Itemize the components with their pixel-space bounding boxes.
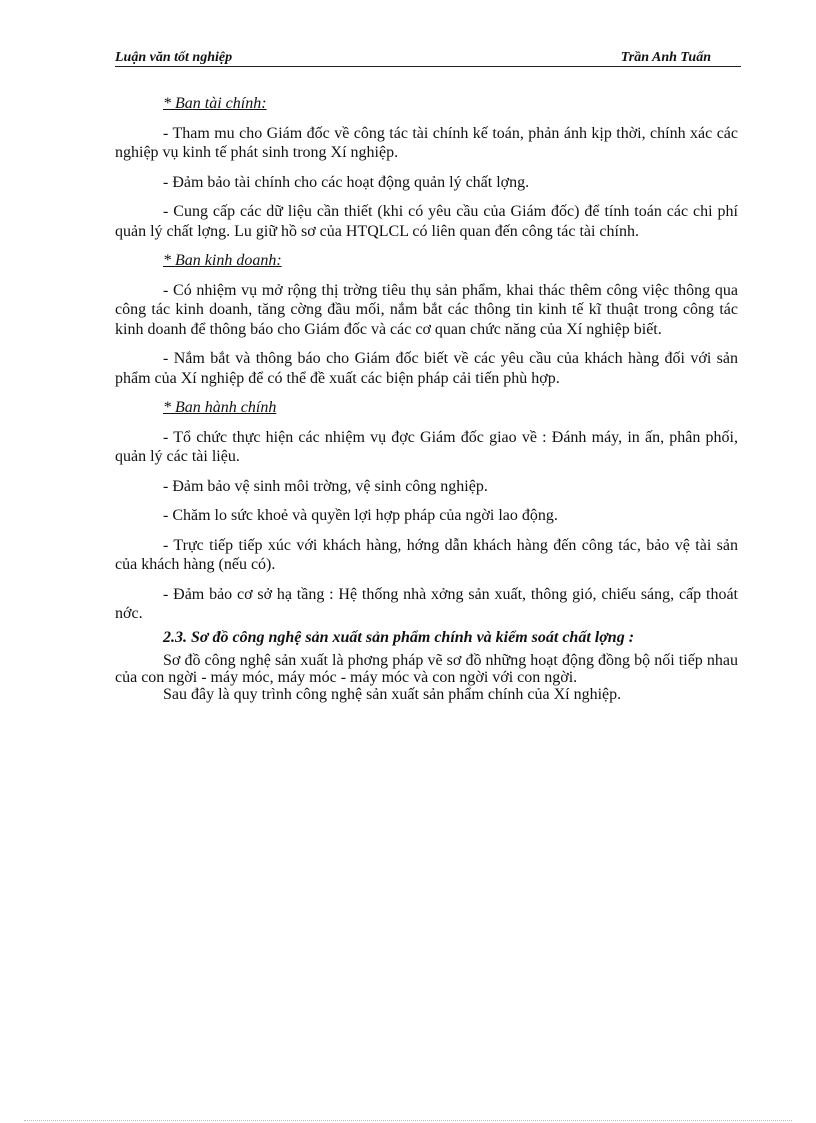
paragraph: - Đảm bảo tài chính cho các hoạt động quản lý chất lợng.: [163, 173, 530, 191]
paragraph: - Đảm bảo cơ sở hạ tầng : Hệ thống nhà xởng sản xuất, thông gió, chiếu sáng, cấp thoát nớc.: [115, 585, 738, 622]
paragraph: - Cung cấp các dữ liệu cần thiết (khi có yêu cầu của Giám đốc) để tính toán các chi phí quản lý chất lợng. Lu giữ hồ sơ của HTQLCL có liên quan đến công tác tài chính.: [115, 203, 738, 240]
paragraph: - Có nhiệm vụ mở rộng thị trờng tiêu thụ sản phẩm, khai thác thêm công việc thông qua công tác kinh doanh, tăng cờng đầu mối, nắm bắt các thông tin kinh tế kĩ thuật trong công tác kinh doanh để thông báo cho Giám đốc và các cơ quan chức năng của Xí nghiệp biết.: [115, 281, 738, 338]
page-bottom-divider: [24, 1120, 792, 1121]
paragraph: - Tổ chức thực hiện các nhiệm vụ đợc Giám đốc giao về : Đánh máy, in ấn, phân phối, quản lý các tài liệu.: [115, 428, 738, 465]
document-body: [115, 94, 738, 703]
header-thesis-label: Luận văn tốt nghiệp: [115, 50, 233, 65]
paragraph: Sơ đồ công nghệ sản xuất là phơng pháp vẽ sơ đồ những hoạt động đồng bộ nối tiếp nhau của con ngời - máy móc, máy móc - máy móc và con ngời với con ngời.: [115, 652, 738, 686]
paragraph: - Chăm lo sức khoẻ và quyền lợi hợp pháp của ngời lao động.: [163, 507, 558, 524]
header-author-name: Trần Anh Tuấn: [620, 50, 711, 65]
section-title-admin: * Ban hành chính: [163, 399, 277, 416]
paragraph: Sau đây là quy trình công nghệ sản xuất sản phẩm chính của Xí nghiệp.: [163, 686, 622, 703]
section-title-finance: * Ban tài chính:: [163, 95, 267, 112]
page-header: [115, 48, 741, 67]
paragraph: - Tham mu cho Giám đốc về công tác tài chính kế toán, phản ánh kịp thời, chính xác các nghiệp vụ kinh tế phát sinh trong Xí nghiệp.: [115, 124, 738, 161]
paragraph: - Đảm bảo vệ sinh môi trờng, vệ sinh công nghiệp.: [163, 477, 488, 495]
paragraph: - Nắm bắt và thông báo cho Giám đốc biết về các yêu cầu của khách hàng đối với sản phẩm của Xí nghiệp để có thể đề xuất các biện pháp cải tiến phù hợp.: [115, 350, 738, 387]
section-title-business: * Ban kinh doanh:: [163, 252, 282, 269]
paragraph: - Trực tiếp tiếp xúc với khách hàng, hớng dẫn khách hàng đến công tác, bảo vệ tài sản của khách hàng (nếu có).: [115, 536, 738, 573]
section-heading-process: 2.3. Sơ đồ công nghệ sản xuất sản phẩm chính và kiểm soát chất lợng :: [163, 628, 635, 646]
